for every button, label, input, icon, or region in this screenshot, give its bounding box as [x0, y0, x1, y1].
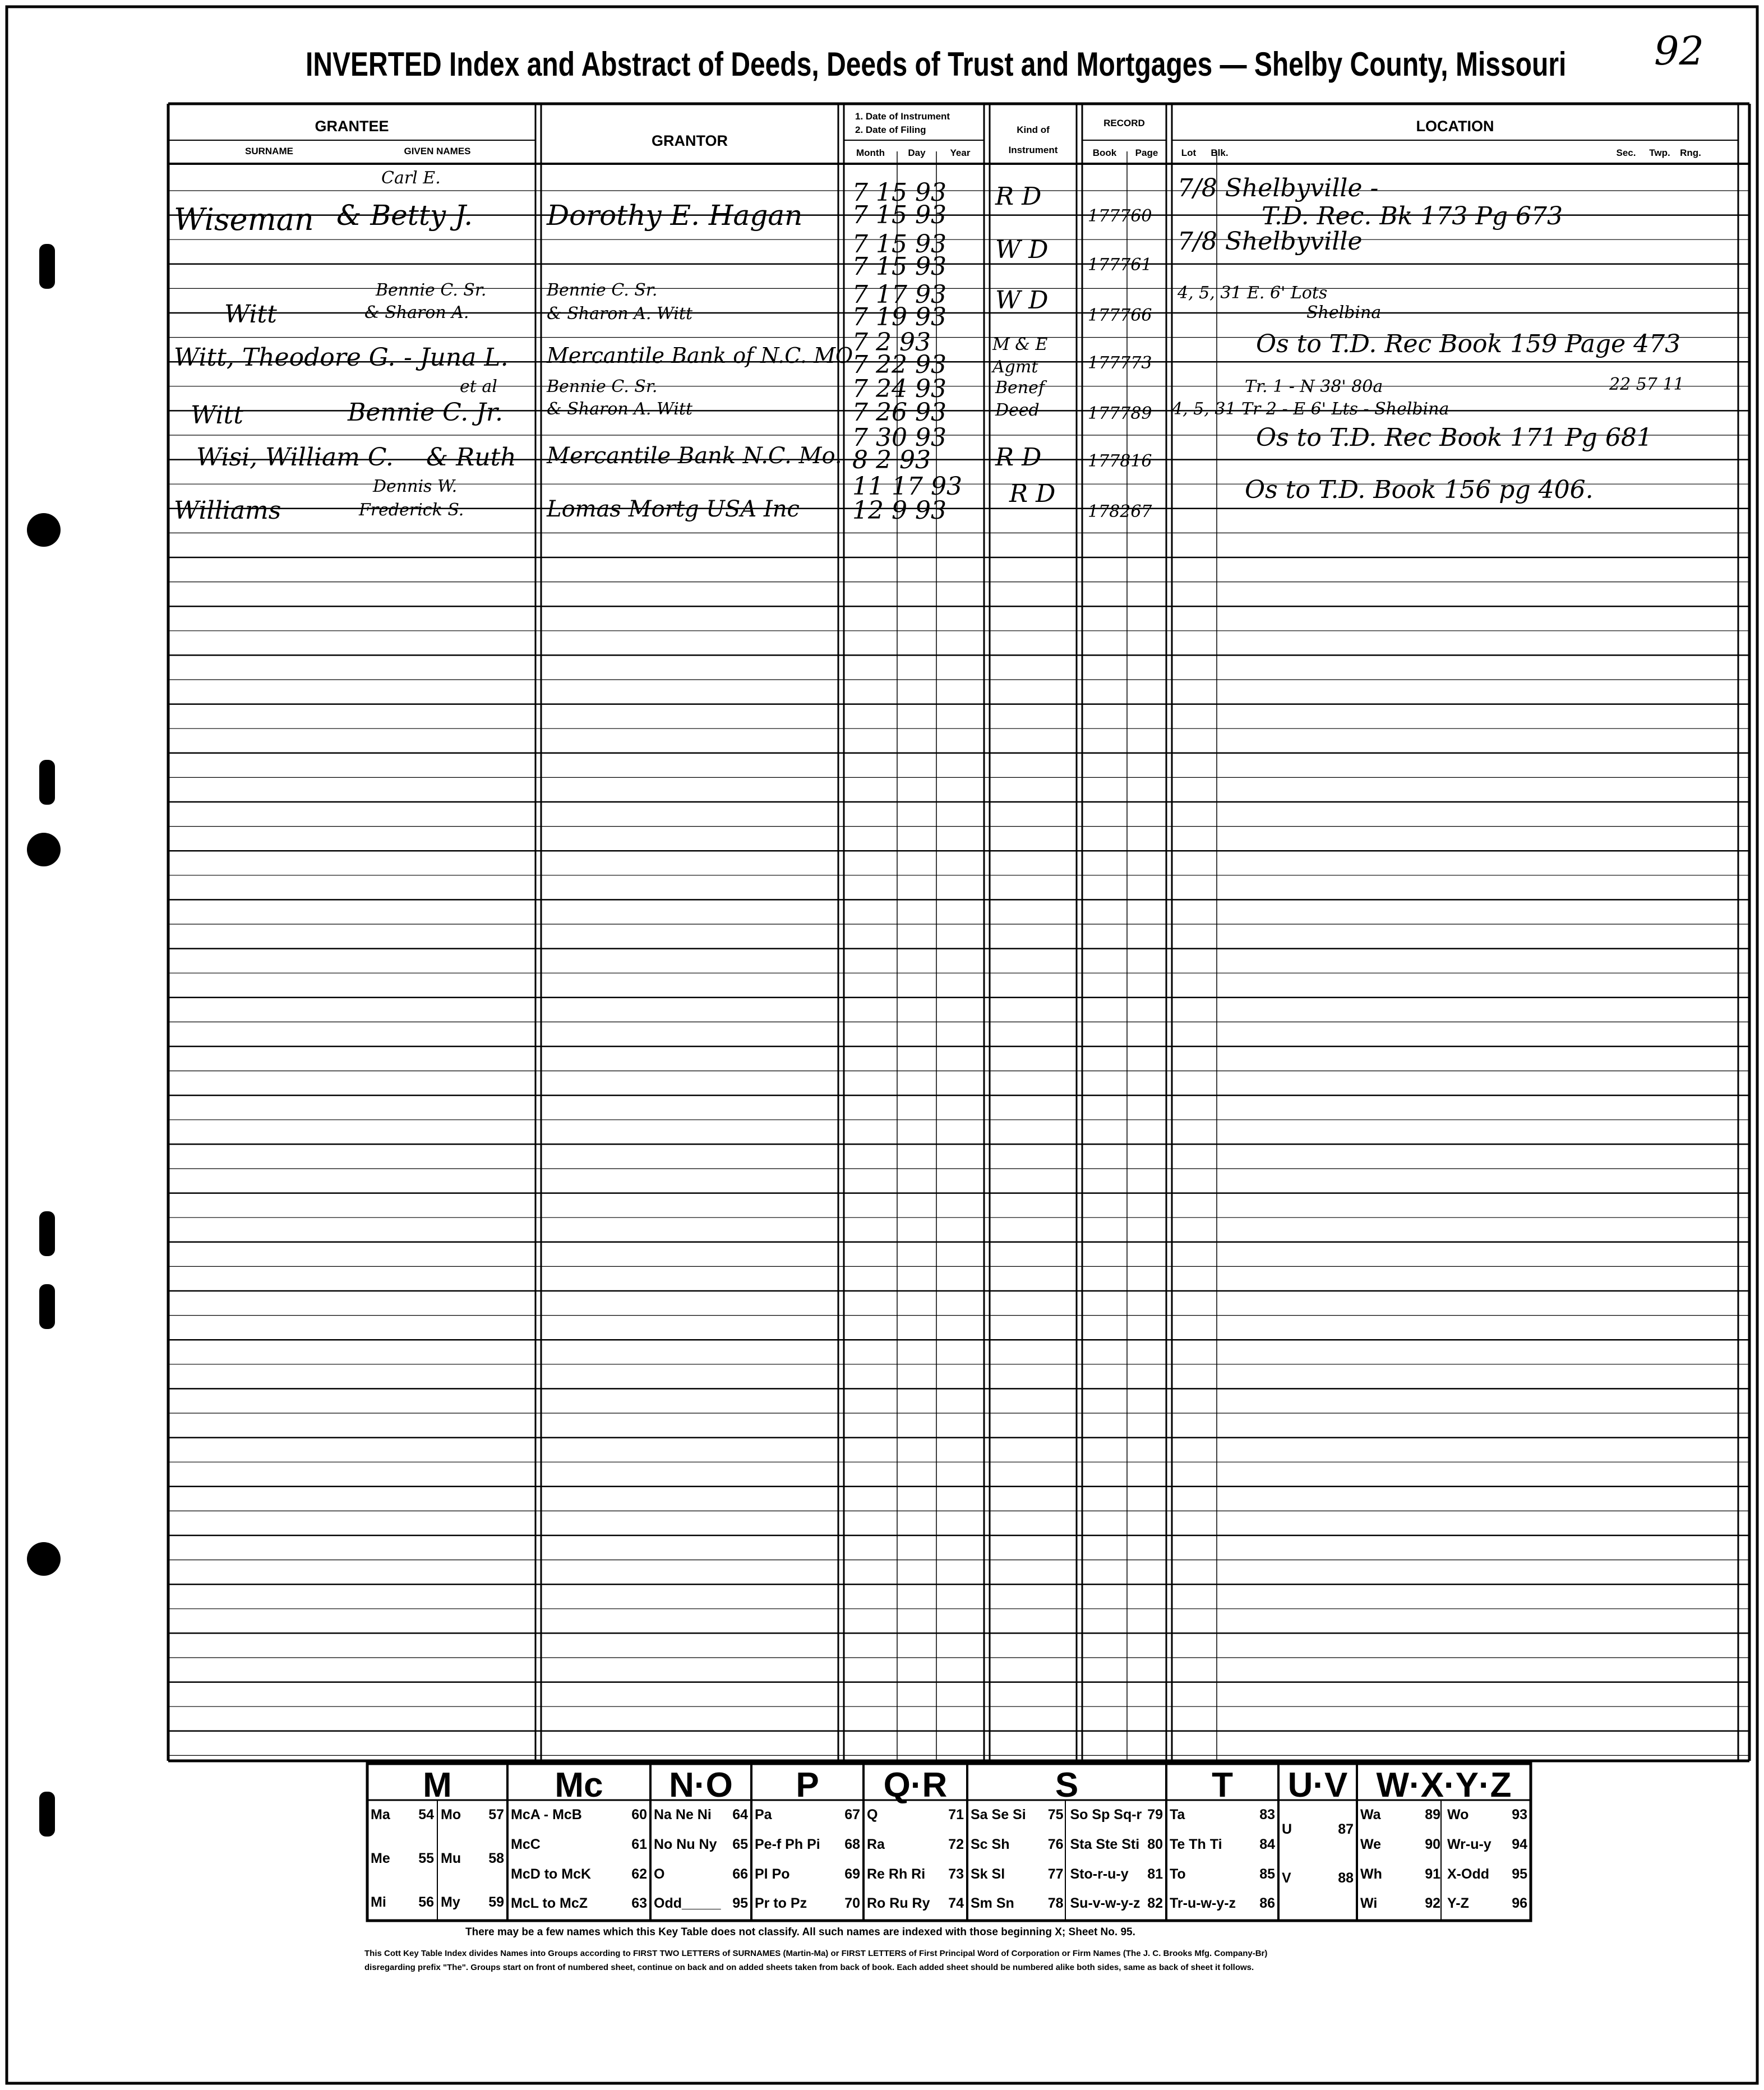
entry-1-location: 7/8 Shelbyville -: [1177, 174, 1379, 202]
key-cell: Wh 91: [1360, 1866, 1440, 1882]
key-cell: Sm Sn 78: [971, 1895, 1064, 1911]
header-location: LOCATION: [1416, 118, 1494, 135]
key-cell: We 90: [1360, 1837, 1440, 1852]
key-cell: McC 61: [511, 1837, 647, 1852]
header-sec: Sec.: [1616, 147, 1636, 158]
entry-1-location2: T.D. Rec. Bk 173 Pg 673: [1262, 202, 1563, 230]
key-cell: O 66: [654, 1866, 748, 1882]
key-cell: Wr-u-y 94: [1447, 1837, 1527, 1852]
key-group-letter: Q·R: [883, 1766, 948, 1805]
entry-7-location: Os to T.D. Book 156 pg 406.: [1245, 476, 1594, 504]
entry-6-grantor: Mercantile Bank N.C. Mo.: [547, 443, 842, 469]
entry-2-book: 177761: [1088, 255, 1152, 275]
entry-5-location2: 4, 5, 31 Tr 2 - E 6' Lts - Shelbina: [1172, 399, 1449, 419]
entry-3-grantor2: & Sharon A. Witt: [547, 304, 693, 324]
entry-6-surname: Wisi, William C.: [196, 443, 394, 472]
key-cell: Wo 93: [1447, 1807, 1527, 1823]
entry-6-location: Os to T.D. Rec Book 171 Pg 681: [1256, 423, 1652, 452]
key-cell: V 88: [1282, 1870, 1354, 1886]
key-cell: Pe-f Ph Pi 68: [755, 1837, 860, 1852]
entry-4-given: - Juna L.: [404, 343, 509, 372]
entry-2-date1: 7 15 93: [852, 230, 946, 259]
entry-1-given: & Betty J.: [336, 199, 473, 232]
footer-line-1: This Cott Key Table Index divides Names into Groups according to FIRST TWO LETTERS of SURNAMES (Martin-Ma) or FIRST LETTERS of First Principal Word of Corporation or Firm Names (The J. C. Brooks Mfg. Company-Br): [364, 1949, 1268, 1958]
key-group-letter: U·V: [1287, 1766, 1348, 1805]
binder-hole: [27, 513, 61, 547]
entry-5-date2: 7 26 93: [852, 398, 946, 427]
entry-7-given: Frederick S.: [359, 500, 464, 520]
entry-3-location2: Shelbina: [1306, 303, 1382, 322]
entry-1-date1: 7 15 93: [852, 178, 946, 207]
entry-5-location: Tr. 1 - N 38' 80a: [1245, 377, 1383, 396]
key-cell: Ra 72: [867, 1837, 964, 1852]
header-twp: Twp.: [1649, 147, 1670, 158]
entry-4-grantor: Mercantile Bank of N.C. MO: [547, 343, 853, 368]
key-cell: Sa Se Si 75: [971, 1807, 1064, 1823]
header-record: RECORD: [1103, 118, 1145, 128]
binder-hole: [27, 833, 61, 866]
entry-7-date2: 12 9 93: [852, 496, 946, 525]
binder-slot: [39, 244, 55, 289]
entry-1-surname: Wiseman: [174, 202, 314, 237]
entry-5-kind: Benef Deed: [995, 378, 1045, 420]
binder-hole: [27, 1542, 61, 1576]
header-day: Day: [908, 147, 926, 158]
entry-5-twp: 22 57 11: [1609, 375, 1684, 394]
key-group-letter: Mc: [555, 1766, 603, 1805]
entry-3-given: & Sharon A.: [364, 303, 469, 322]
header-kind-of: Kind of: [1017, 124, 1050, 135]
entry-6-date1: 7 30 93: [852, 423, 946, 452]
key-cell: Pr to Pz 70: [755, 1895, 860, 1911]
entry-7-book: 178267: [1088, 502, 1152, 522]
entry-7-given-above: Dennis W.: [373, 477, 458, 496]
key-group-letter: N·O: [669, 1766, 733, 1805]
key-cell: Ta 83: [1170, 1807, 1275, 1823]
key-cell: Pa 67: [755, 1807, 860, 1823]
entry-1-given-above: Carl E.: [381, 168, 441, 188]
entry-3-surname: Witt: [224, 300, 277, 329]
key-cell: Sk Sl 77: [971, 1866, 1064, 1882]
entry-2-date2: 7 15 93: [852, 252, 946, 281]
entry-2-kind: W D: [995, 236, 1049, 264]
key-cell: Te Th Ti 84: [1170, 1837, 1275, 1852]
header-lot: Lot: [1181, 147, 1197, 158]
entry-7-date1: 11 17 93: [852, 472, 962, 501]
key-cell: Wa 89: [1360, 1807, 1440, 1823]
key-cell: X-Odd 95: [1447, 1866, 1527, 1882]
page-title: INVERTED Index and Abstract of Deeds, Deeds of Trust and Mortgages — Shelby County, Missouri: [306, 45, 1567, 83]
key-cell: No Nu Ny 65: [654, 1837, 748, 1852]
key-cell: Mi 56: [371, 1894, 434, 1910]
entry-5-given: Bennie C. Jr.: [348, 398, 504, 427]
entry-4-surname: Witt, Theodore G.: [174, 343, 396, 372]
entry-5-grantor2: & Sharon A. Witt: [547, 399, 693, 419]
key-cell: Y-Z 96: [1447, 1895, 1527, 1911]
entry-4-location: Os to T.D. Rec Book 159 Page 473: [1256, 330, 1681, 358]
key-cell: McA - McB 60: [511, 1807, 647, 1823]
key-group-letter: P: [796, 1766, 819, 1805]
key-cell: Su-v-w-y-z 82: [1070, 1895, 1163, 1911]
key-cell: Tr-u-w-y-z 86: [1170, 1895, 1275, 1911]
header-surname: SURNAME: [245, 146, 293, 156]
header-date-instrument: 1. Date of Instrument: [855, 111, 950, 122]
header-rng: Rng.: [1680, 147, 1701, 158]
entry-3-date2: 7 19 93: [852, 303, 946, 331]
page-number: 92: [1654, 28, 1705, 74]
footer-line-2: disregarding prefix "The". Groups start on front of numbered sheet, continue on back and on added sheets taken from back of book. Each added sheet should be numbered alike both sides, same as back of sheet it follows.: [364, 1963, 1254, 1972]
entry-3-grantor: Bennie C. Sr.: [547, 280, 658, 300]
entry-3-book: 177766: [1088, 306, 1152, 325]
key-cell: To 85: [1170, 1866, 1275, 1882]
entry-1-grantor: Dorothy E. Hagan: [547, 199, 803, 232]
entry-4-date2: 7 22 93: [852, 350, 946, 379]
binder-slot: [39, 1792, 55, 1837]
key-cell: My 59: [441, 1894, 504, 1910]
entry-7-grantor: Lomas Mortg USA Inc: [547, 496, 800, 522]
key-group-letter: T: [1212, 1766, 1233, 1805]
key-cell: Me 55: [371, 1851, 434, 1866]
header-page: Page: [1135, 147, 1158, 158]
header-year: Year: [950, 147, 971, 158]
entry-7-surname: Williams: [174, 496, 281, 525]
key-cell: Ma 54: [371, 1807, 434, 1823]
header-book: Book: [1092, 147, 1117, 158]
entry-3-location: 4, 5, 31 E. 6' Lots: [1177, 283, 1328, 303]
key-cell: Mu 58: [441, 1851, 504, 1866]
entry-3-given-above: Bennie C. Sr.: [376, 280, 487, 300]
key-cell: Mo 57: [441, 1807, 504, 1823]
binder-slot: [39, 760, 55, 805]
entry-7-kind: R D: [1009, 479, 1056, 508]
key-cell: Na Ne Ni 64: [654, 1807, 748, 1823]
entry-2-location: 7/8 Shelbyville: [1177, 227, 1363, 256]
key-cell: Re Rh Ri 73: [867, 1866, 964, 1882]
key-cell: Wi 92: [1360, 1895, 1440, 1911]
entry-4-kind: M & E Agmt: [992, 335, 1048, 377]
entry-3-date1: 7 17 93: [852, 280, 946, 309]
entry-4-book: 177773: [1088, 353, 1152, 373]
key-cell: Odd_____ 95: [654, 1895, 748, 1911]
header-grantor: GRANTOR: [651, 132, 728, 149]
header-grantee: GRANTEE: [315, 118, 389, 135]
header-instrument: Instrument: [1008, 145, 1058, 155]
key-cell: McD to McK 62: [511, 1866, 647, 1882]
entry-5-surname: Witt: [191, 401, 243, 430]
key-cell: McL to McZ 63: [511, 1895, 647, 1911]
key-group-letter: W·X·Y·Z: [1376, 1766, 1512, 1805]
entry-1-date2: 7 15 93: [852, 201, 946, 229]
binder-slot: [39, 1284, 55, 1329]
header-blk: Blk.: [1211, 147, 1229, 158]
entry-6-kind: R D: [995, 443, 1042, 472]
entry-5-given-above: et al: [460, 377, 497, 396]
key-group-letter: M: [423, 1766, 452, 1805]
entry-5-date1: 7 24 93: [852, 375, 946, 403]
header-date-filing: 2. Date of Filing: [855, 124, 926, 135]
key-group-letter: S: [1055, 1766, 1079, 1805]
entry-6-book: 177816: [1088, 451, 1152, 471]
header-given-names: GIVEN NAMES: [404, 146, 471, 156]
entry-3-kind: W D: [995, 286, 1049, 315]
key-cell: Sta Ste Sti 80: [1070, 1837, 1163, 1852]
key-cell: Pl Po 69: [755, 1866, 860, 1882]
binder-slot: [39, 1211, 55, 1256]
key-table-note: There may be a few names which this Key Table does not classify. All such names are indexed with those beginning X; Sheet No. 95.: [465, 1926, 1135, 1938]
entry-1-kind: R D: [995, 182, 1042, 211]
entry-5-grantor: Bennie C. Sr.: [547, 377, 658, 396]
entry-6-given: & Ruth: [426, 443, 516, 472]
entry-1-book: 177760: [1088, 206, 1152, 226]
header-month: Month: [856, 147, 885, 158]
key-cell: U 87: [1282, 1821, 1354, 1837]
key-cell: Q 71: [867, 1807, 964, 1823]
entry-6-date2: 8 2 93: [852, 446, 931, 474]
key-cell: Sc Sh 76: [971, 1837, 1064, 1852]
key-cell: Sto-r-u-y 81: [1070, 1866, 1163, 1882]
key-cell: So Sp Sq-r 79: [1070, 1807, 1163, 1823]
key-cell: Ro Ru Ry 74: [867, 1895, 964, 1911]
entry-5-book: 177789: [1088, 404, 1152, 423]
entry-4-date1: 7 2 93: [852, 328, 931, 357]
